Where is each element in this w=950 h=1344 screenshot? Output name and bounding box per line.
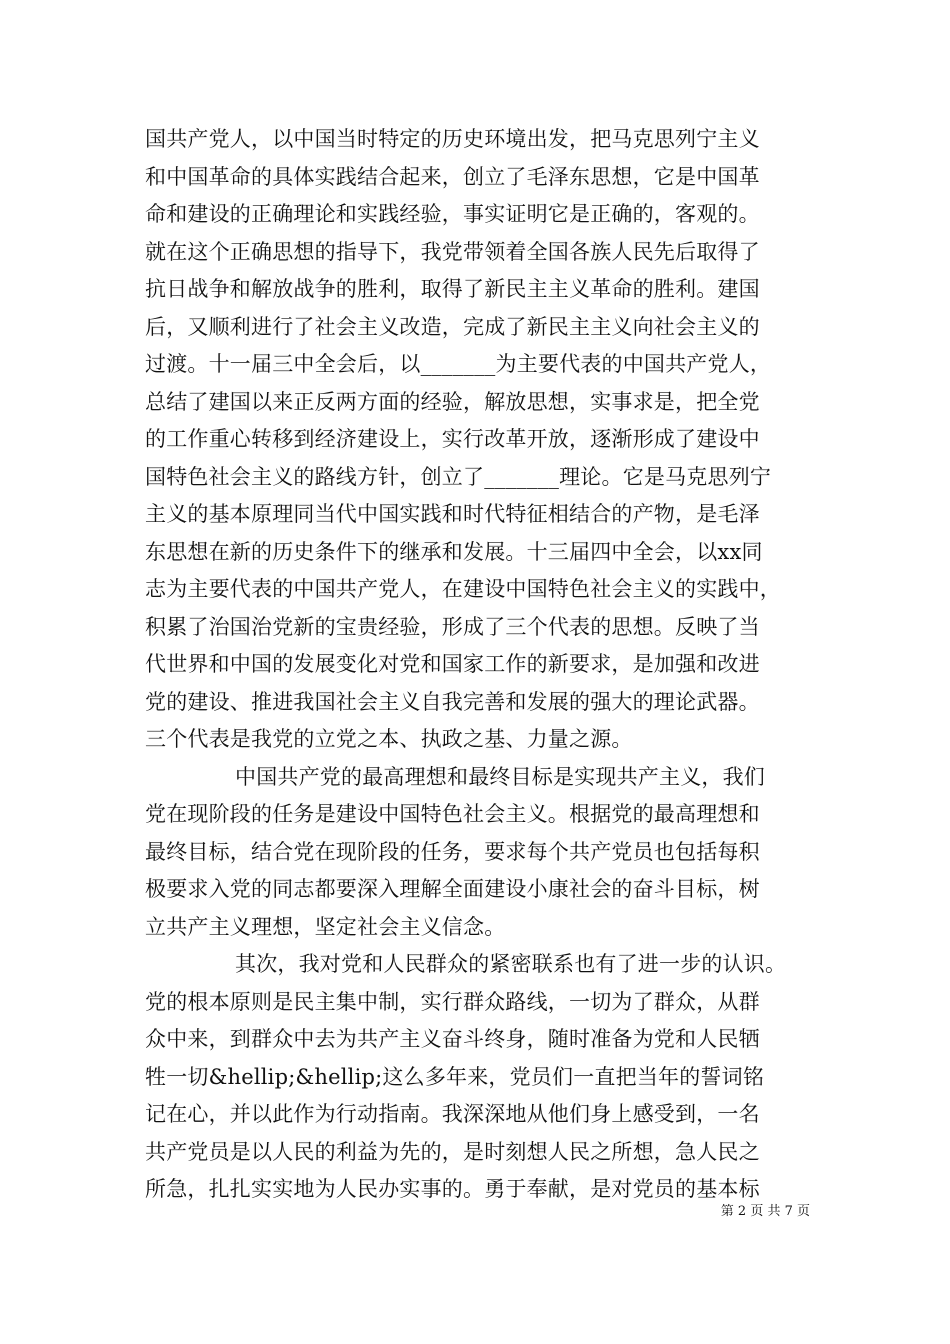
text-line: 和中国革命的具体实践结合起来，创立了毛泽东思想，它是中国革 [145,164,760,189]
text-line: 代世界和中国的发展变化对党和国家工作的新要求，是加强和改进 [145,652,760,676]
text-line: 三个代表是我党的立党之本、执政之基、力量之源。 [145,727,633,751]
text-line: 党的根本原则是民主集中制，实行群众路线，一切为了群众，从群 [145,989,760,1014]
text-line: 众中来，到群众中去为共产主义奋斗终身，随时准备为党和人民牺 [145,1027,760,1051]
text-line: 党的建设、推进我国社会主义自我完善和发展的强大的理论武器。 [145,689,760,714]
text-line: 国特色社会主义的路线方针，创立了_______理论。它是马克思列宁 [145,464,772,489]
text-line: 国共产党人，以中国当时特定的历史环境出发，把马克思列宁主义 [145,127,760,151]
text-line: 党在现阶段的任务是建设中国特色社会主义。根据党的最高理想和 [145,802,760,826]
text-line: 最终目标，结合党在现阶段的任务，要求每个共产党员也包括每积 [145,839,760,864]
text-line: 抗日战争和解放战争的胜利，取得了新民主主义革命的胜利。建国 [145,277,760,301]
text-line: 东思想在新的历史条件下的继承和发展。十三届四中全会，以xx同 [145,539,763,564]
text-line: 后，又顺利进行了社会主义改造，完成了新民主主义向社会主义的 [145,314,760,339]
text-line: 就在这个正确思想的指导下，我党带领着全国各族人民先后取得了 [145,239,760,264]
paragraph-start-line: 其次，我对党和人民群众的紧密联系也有了进一步的认识。 [235,952,787,976]
text-line: 共产党员是以人民的利益为先的，是时刻想人民之所想，急人民之 [145,1139,760,1164]
text-line: 的工作重心转移到经济建设上，实行改革开放，逐渐形成了建设中 [145,427,760,451]
text-line: 志为主要代表的中国共产党人，在建设中国特色社会主义的实践中， [145,577,781,601]
text-line: 总结了建国以来正反两方面的经验，解放思想，实事求是，把全党 [145,389,760,414]
text-line: 命和建设的正确理论和实践经验，事实证明它是正确的，客观的。 [145,202,760,226]
text-line: 所急，扎扎实实地为人民办实事的。勇于奉献，是对党员的基本标 [145,1177,760,1201]
text-line: 极要求入党的同志都要深入理解全面建设小康社会的奋斗目标，树 [145,877,760,901]
text-line: 牲一切&hellip;&hellip;这么多年来，党员们一直把当年的誓词铭 [145,1064,765,1089]
body-text [145,121,807,1209]
text-line: 立共产主义理想，坚定社会主义信念。 [145,914,506,939]
text-line: 过渡。十一届三中全会后，以_______为主要代表的中国共产党人， [145,352,772,376]
text-line: 记在心，并以此作为行动指南。我深深地从他们身上感受到，一名 [145,1102,760,1126]
page-number: 第 2 页 共 7 页 [720,1204,810,1219]
text-line: 积累了治国治党新的宝贵经验，形成了三个代表的思想。反映了当 [145,614,760,639]
text-line: 主义的基本原理同当代中国实践和时代特征相结合的产物，是毛泽 [145,502,760,526]
paragraph-start-line: 中国共产党的最高理想和最终目标是实现共产主义，我们 [235,764,765,789]
